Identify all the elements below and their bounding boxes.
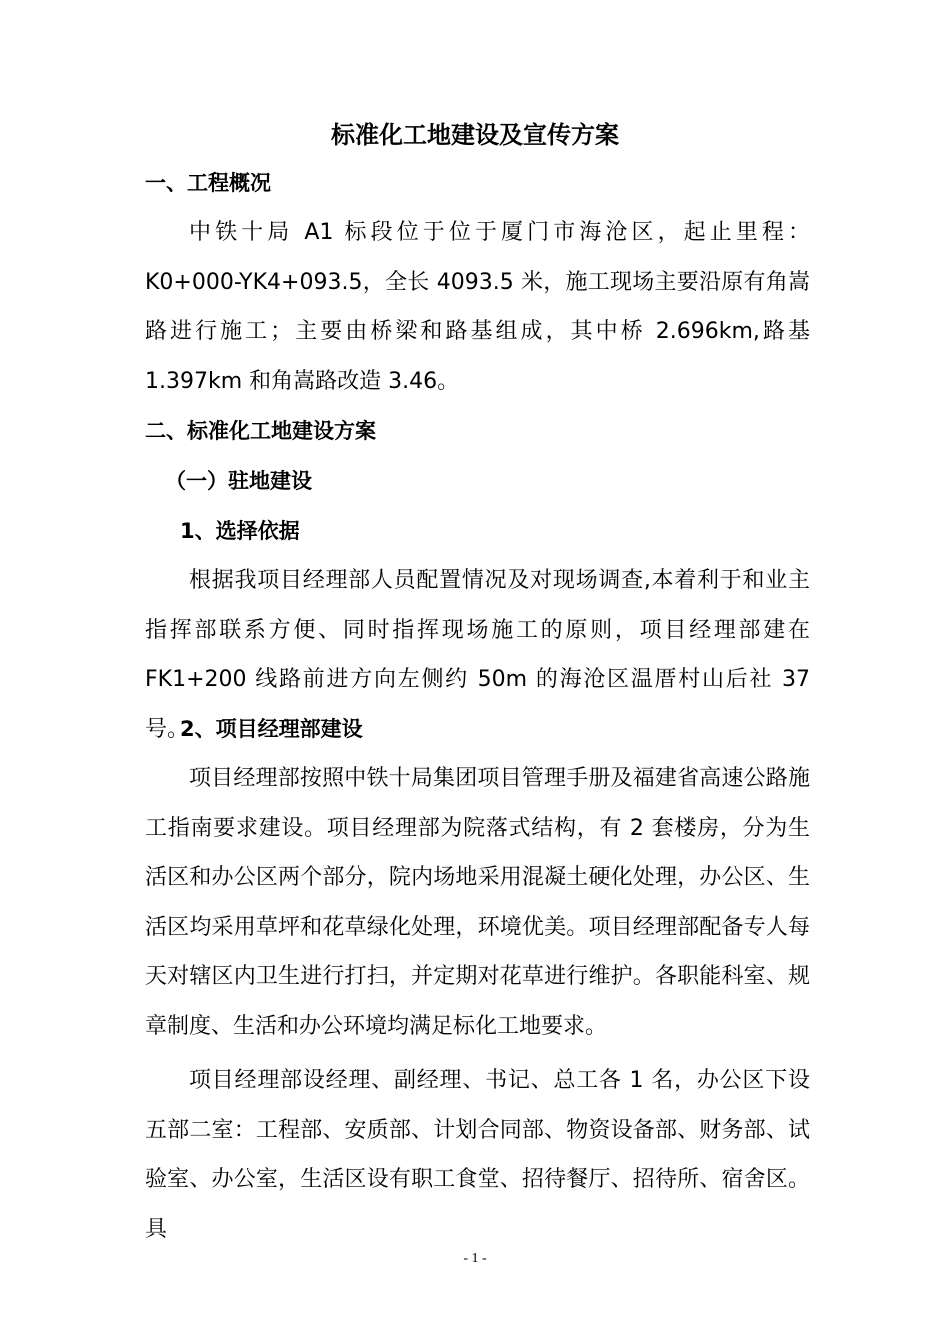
section-heading-overview: 一、工程概况 [145, 171, 271, 195]
document-title: 标准化工地建设及宣传方案 [331, 121, 619, 149]
section-heading-plan: 二、标准化工地建设方案 [145, 419, 376, 443]
page-number: - 1 - [463, 1251, 487, 1266]
subsection-heading-camp: （一）驻地建设 [165, 469, 312, 493]
basis-paragraph: 根据我项目经理部人员配置情况及对现场调查,本着利于和业主指挥部联系方便、同时指挥现场施工的原则，项目经理部建在 FK1+200 线路前进方向左侧约 50m 的海沧区温厝村山后社 37 号。 [145, 568, 810, 742]
item-heading-project-dept: 2、项目经理部建设 [180, 717, 363, 741]
project-dept-paragraph-1: 项目经理部按照中铁十局集团项目管理手册及福建省高速公路施工指南要求建设。项目经理部为院落式结构，有 2 套楼房，分为生活区和办公区两个部分，院内场地采用混凝土硬化处理，办公区、生活区均采用草坪和花草绿化处理，环境优美。项目经理部配备专人每天对辖区内卫生进行打扫，并定期对花草进行维护。各职能科室、规章制度、生活和办公环境均满足标化工地要求。 [145, 766, 810, 1039]
item-heading-basis: 1、选择依据 [180, 519, 300, 543]
project-dept-paragraph-2: 项目经理部设经理、副经理、书记、总工各 1 名，办公区下设五部二室：工程部、安质部、计划合同部、物资设备部、财务部、试验室、办公室，生活区设有职工食堂、招待餐厅、招待所、宿舍区。具 [145, 1068, 810, 1242]
overview-paragraph: 中铁十局 A1 标段位于位于厦门市海沧区，起止里程：K0+000-YK4+093.5，全长 4093.5 米，施工现场主要沿原有角嵩路进行施工；主要由桥梁和路基组成，其中桥 2.696km,路基 1.397km 和角嵩路改造 3.46。 [145, 220, 810, 394]
